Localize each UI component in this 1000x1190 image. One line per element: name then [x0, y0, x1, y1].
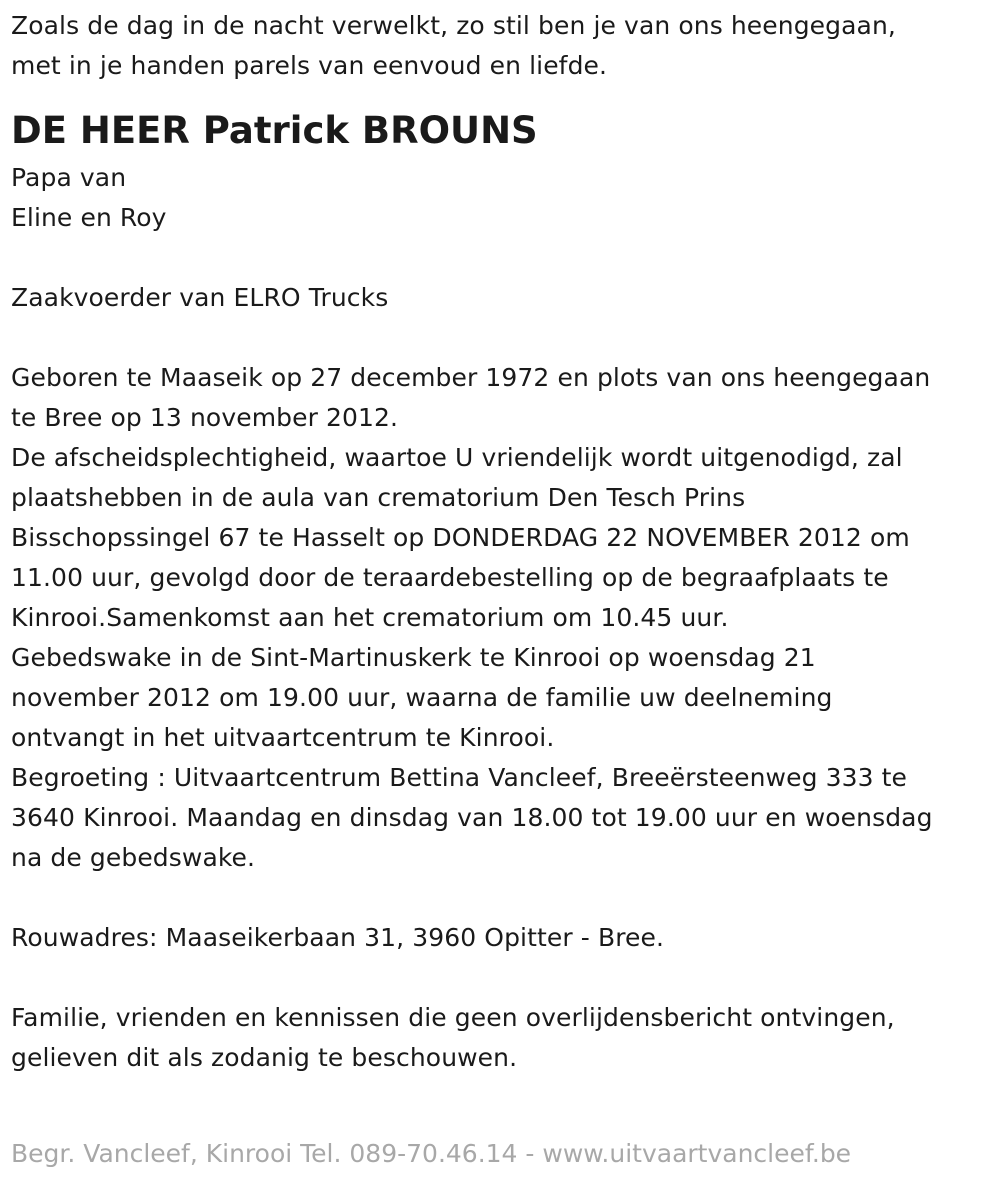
detail-line: Geboren te Maaseik op 27 december 1972 en plots van ons heengegaan: [11, 363, 931, 392]
poem-line: met in je handen parels van eenvoud en liefde.: [11, 51, 608, 80]
detail-line: De afscheidsplechtigheid, waartoe U vriendelijk wordt uitgenodigd, zal: [11, 443, 903, 472]
relations: [11, 158, 991, 238]
spacer: [11, 238, 991, 278]
detail-line: ontvangt in het uitvaartcentrum te Kinrooi.: [11, 723, 555, 752]
occupation: Zaakvoerder van ELRO Trucks: [11, 283, 389, 312]
notice-line: Familie, vrienden en kennissen die geen overlijdensbericht ontvingen,: [11, 1003, 895, 1032]
notice-line: gelieven dit als zodanig te beschouwen.: [11, 1043, 518, 1072]
relation-line: Papa van: [11, 163, 127, 192]
relation-line: Eline en Roy: [11, 203, 167, 232]
detail-line: te Bree op 13 november 2012.: [11, 403, 399, 432]
mourning-address: Rouwadres: Maaseikerbaan 31, 3960 Opitter - Bree.: [11, 923, 665, 952]
obituary-notice: [11, 6, 991, 1078]
notice: [11, 998, 991, 1078]
spacer: [11, 958, 991, 998]
detail-line: november 2012 om 19.00 uur, waarna de familie uw deelneming: [11, 683, 833, 712]
deceased-name: DE HEER Patrick BROUNS: [11, 109, 538, 152]
detail-line: plaatshebben in de aula van crematorium Den Tesch Prins: [11, 483, 746, 512]
funeral-details: [11, 358, 991, 878]
poem: [11, 6, 991, 86]
detail-line: Kinrooi.Samenkomst aan het crematorium om 10.45 uur.: [11, 603, 729, 632]
detail-line: Bisschopssingel 67 te Hasselt op DONDERDAG 22 NOVEMBER 2012 om: [11, 523, 910, 552]
detail-line: Begroeting : Uitvaartcentrum Bettina Vancleef, Breeërsteenweg 333 te: [11, 763, 908, 792]
detail-line: 3640 Kinrooi. Maandag en dinsdag van 18.00 tot 19.00 uur en woensdag: [11, 803, 933, 832]
detail-line: 11.00 uur, gevolgd door de teraardebestelling op de begraafplaats te: [11, 563, 889, 592]
spacer: [11, 878, 991, 918]
poem-line: Zoals de dag in de nacht verwelkt, zo stil ben je van ons heengegaan,: [11, 11, 896, 40]
detail-line: Gebedswake in de Sint-Martinuskerk te Kinrooi op woensdag 21: [11, 643, 816, 672]
funeral-home-footer: Begr. Vancleef, Kinrooi Tel. 089-70.46.14 - www.uitvaartvancleef.be: [11, 1139, 852, 1168]
spacer: [11, 318, 991, 358]
detail-line: na de gebedswake.: [11, 843, 256, 872]
